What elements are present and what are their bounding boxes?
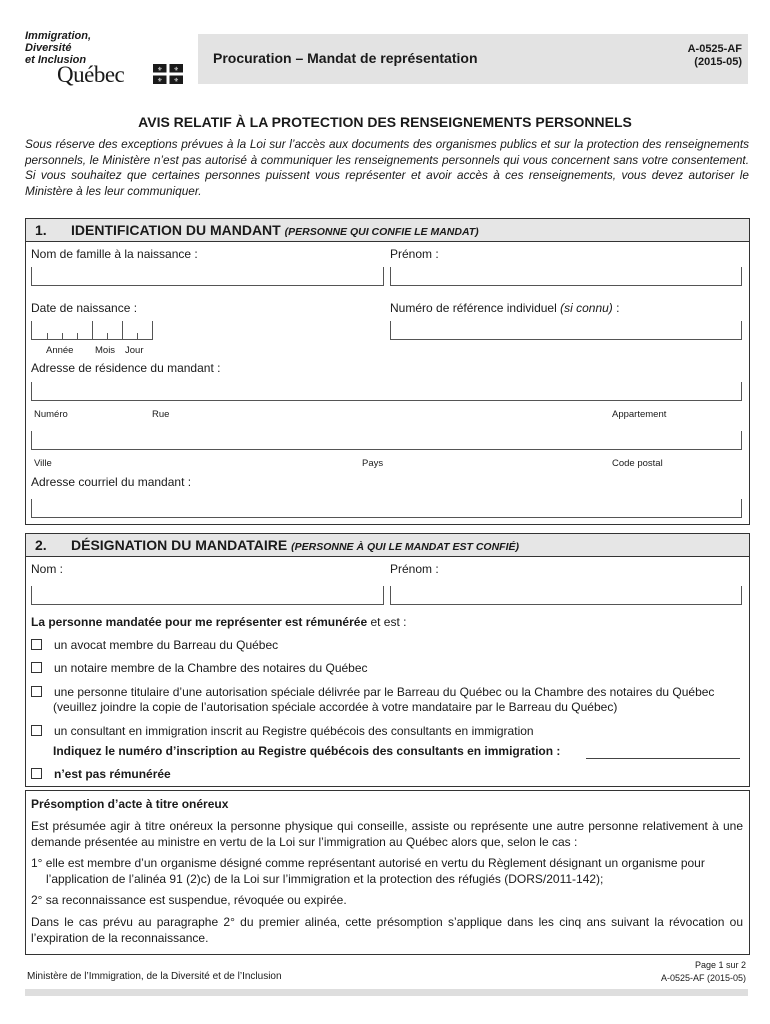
form-code: A-0525-AF: [687, 43, 742, 55]
day-label: Jour: [125, 345, 144, 356]
paid-statement-rest: et est :: [370, 615, 407, 629]
presumption-paragraph-4: Dans le cas prévu au paragraphe 2° du premier alinéa, cette présomption s’applique dans les cinq ans suivant la révocation ou l’expiration de la reconnaissance.: [31, 915, 743, 945]
presumption-box: [25, 790, 750, 955]
family-name-field[interactable]: [31, 267, 384, 286]
option-not-paid-label: n’est pas rémunérée: [54, 767, 171, 781]
ref-label-text: Numéro de référence individuel: [390, 301, 557, 315]
footer-bar: [25, 989, 748, 996]
section-2-subtitle: (PERSONNE À QUI LE MANDAT EST CONFIÉ): [291, 541, 520, 553]
section-2-title: [71, 534, 519, 558]
section-mandataire: [25, 533, 750, 787]
email-label: Adresse courriel du mandant :: [31, 475, 192, 489]
section-1-number: 1.: [35, 222, 47, 238]
notice-body: Sous réserve des exceptions prévues à la Loi sur l’accès aux documents des organismes publics et sur la protection des renseignements personnels, le Ministère n’est pas autorisé à communiquer les renseignements personnels qui vous concernent sans votre consentement. Si vous souhaitez que certaines personnes puissent vous représenter et avoir accès à ces renseignements, vous devez autoriser le Ministère à les leur communiquer.: [25, 137, 749, 198]
logo-line-2: Diversité: [25, 42, 72, 54]
option-special-authorization[interactable]: [31, 685, 714, 699]
paid-statement: [31, 615, 407, 629]
consultant-number-label: Indiquez le numéro d’inscription au Registre québécois des consultants en immigration :: [53, 744, 561, 758]
email-field[interactable]: [31, 499, 742, 518]
ref-hint: (si connu): [560, 301, 613, 315]
not-paid-checkbox[interactable]: [31, 768, 42, 779]
year-label: Année: [46, 345, 74, 356]
option-consultant[interactable]: [31, 724, 534, 738]
dob-label: Date de naissance :: [31, 301, 138, 315]
option-lawyer[interactable]: [31, 638, 278, 652]
quebec-wordmark: Québec: [57, 62, 125, 87]
agent-first-name-field[interactable]: [390, 586, 742, 605]
notary-checkbox[interactable]: [31, 662, 42, 673]
form-number: [688, 43, 742, 69]
section-1-title-text: IDENTIFICATION DU MANDANT: [71, 222, 281, 238]
presumption-item-1: 1° elle est membre d’un organisme désigné comme représentant autorisé en vertu du Règlement désignant un organisme pour: [31, 856, 705, 870]
option-consultant-label: un consultant en immigration inscrit au Registre québécois des consultants en immigration: [54, 724, 534, 738]
apartment-label: Appartement: [612, 409, 667, 420]
section-mandant: [25, 218, 750, 525]
ref-colon: :: [616, 301, 620, 315]
city-label: Ville: [34, 458, 52, 469]
special-authorization-checkbox[interactable]: [31, 686, 42, 697]
notice-title: AVIS RELATIF À LA PROTECTION DES RENSEIGNEMENTS PERSONNELS: [138, 114, 632, 130]
consultant-number-field[interactable]: [586, 758, 740, 759]
section-1-subtitle: (PERSONNE QUI CONFIE LE MANDAT): [284, 226, 479, 238]
section-2-header: [26, 534, 749, 557]
presumption-title: Présomption d’acte à titre onéreux: [31, 797, 229, 811]
ref-number-field[interactable]: [390, 321, 742, 340]
option-special-label: une personne titulaire d’une autorisation spéciale délivrée par le Barreau du Québec ou la Chambre des notaires du Québec: [54, 685, 715, 699]
form-version: (2015-05): [694, 56, 742, 68]
footer-page-info: [661, 959, 746, 985]
logo-line-1: Immigration,: [25, 30, 92, 42]
footer-form-code: A-0525-AF (2015-05): [660, 973, 746, 983]
country-label: Pays: [362, 458, 384, 469]
month-label: Mois: [95, 345, 116, 356]
number-label: Numéro: [34, 409, 68, 420]
page-number: Page 1 sur 2: [694, 960, 746, 970]
family-name-label: Nom de famille à la naissance :: [31, 247, 198, 261]
presumption-item-2: 2° sa reconnaissance est suspendue, révoquée ou expirée.: [31, 893, 347, 907]
first-name-label: Prénom :: [390, 247, 439, 261]
svg-text:⚜: ⚜: [173, 78, 179, 84]
quebec-flag-icon: [153, 64, 183, 84]
svg-text:⚜: ⚜: [157, 67, 163, 73]
first-name-field[interactable]: [390, 267, 742, 286]
logo-line-3: et Inclusion: [25, 54, 87, 66]
section-1-title: [71, 219, 479, 243]
paid-statement-bold: La personne mandatée pour me représenter est rémunérée: [31, 615, 368, 629]
agent-first-name-label: Prénom :: [390, 562, 439, 576]
option-not-paid[interactable]: [31, 767, 171, 781]
svg-text:⚜: ⚜: [157, 78, 163, 84]
svg-text:⚜: ⚜: [173, 67, 179, 73]
option-notary[interactable]: [31, 661, 368, 675]
footer-ministry: Ministère de l’Immigration, de la Diversité et de l’Inclusion: [27, 971, 282, 982]
agent-name-label: Nom :: [31, 562, 64, 576]
street-label: Rue: [152, 409, 170, 420]
dob-field[interactable]: [31, 321, 153, 340]
option-special-note: (veuillez joindre la copie de l’autorisation spéciale accordée à votre mandataire par le Barreau du Québec): [53, 700, 618, 714]
ministry-logo-text: [25, 30, 91, 66]
presumption-item-1-cont: l’application de l’alinéa 91 (2)c) de la Loi sur l’immigration et la protection des réfugiés (DORS/2011-142);: [46, 872, 604, 886]
option-lawyer-label: un avocat membre du Barreau du Québec: [54, 638, 279, 652]
postal-code-label: Code postal: [612, 458, 663, 469]
section-1-header: [26, 219, 749, 242]
presumption-paragraph-1: Est présumée agir à titre onéreux la personne physique qui conseille, assiste ou représente une autre personne relativement à une demande présentée au ministre en vertu de la Loi sur l’immigration au Québec alors que, selon le cas :: [31, 819, 743, 849]
option-notary-label: un notaire membre de la Chambre des notaires du Québec: [54, 661, 368, 675]
section-2-number: 2.: [35, 537, 47, 553]
ref-number-label: [390, 301, 619, 315]
form-title: Procuration – Mandat de représentation: [213, 50, 478, 66]
address-city-field[interactable]: [31, 431, 742, 450]
address-street-field[interactable]: [31, 382, 742, 401]
address-label: Adresse de résidence du mandant :: [31, 361, 221, 375]
lawyer-checkbox[interactable]: [31, 639, 42, 650]
section-2-title-text: DÉSIGNATION DU MANDATAIRE: [71, 537, 288, 553]
consultant-checkbox[interactable]: [31, 725, 42, 736]
agent-name-field[interactable]: [31, 586, 384, 605]
